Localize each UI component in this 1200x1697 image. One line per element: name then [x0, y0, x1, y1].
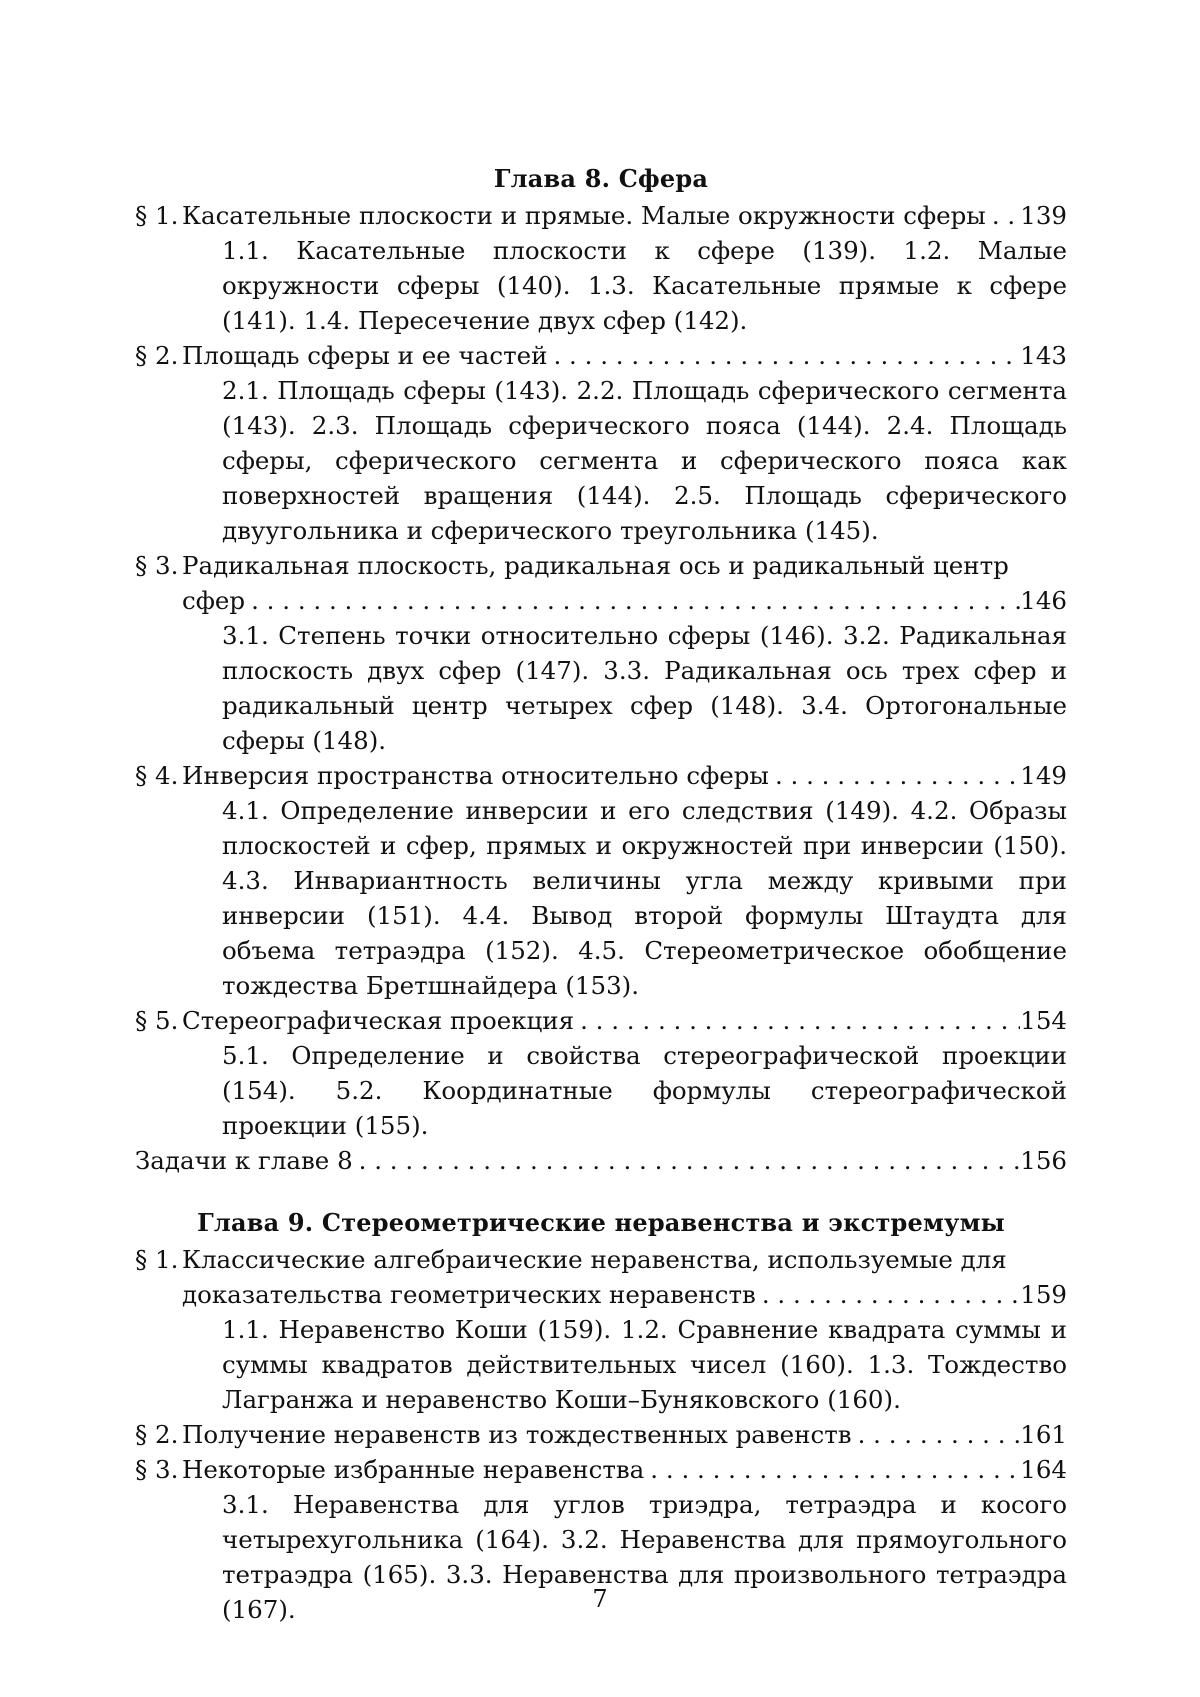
chapter-title: Глава 8. Сфера: [135, 160, 1067, 198]
subsection-list: 5.1. Определение и свойства стереографической проекции (154). 5.2. Координатные формулы стереографической проекции (155).: [135, 1038, 1067, 1143]
section-number: § 1.: [135, 198, 182, 233]
subsection-list: 1.1. Неравенство Коши (159). 1.2. Сравнение квадрата суммы и суммы квадратов действительных чисел (160). 1.3. Тождество Лагранжа и неравенство Коши–Буняковского (160).: [135, 1312, 1067, 1417]
section-number: § 2.: [135, 338, 182, 373]
page-ref: 146: [1020, 583, 1067, 618]
section-title: Стереографическая проекция: [182, 1003, 574, 1038]
section-title: Площадь сферы и ее частей: [182, 338, 547, 373]
subsection-list: 3.1. Степень точки относительно сферы (146). 3.2. Радикальная плоскость двух сфер (147). 3.3. Радикальная ось трех сфер и радикальный центр четырех сфер (148). 3.4. Ортогональные сферы (148).: [135, 618, 1067, 758]
dot-leader: [547, 338, 1020, 373]
subsection-list: 2.1. Площадь сферы (143). 2.2. Площадь сферического сегмента (143). 2.3. Площадь сферического пояса (144). 2.4. Площадь сферы, сферического сегмента и сферического пояса как поверхностей вращения (144). 2.5. Площадь сферического двуугольника и сферического треугольника (145).: [135, 373, 1067, 548]
section-number: § 4.: [135, 758, 182, 793]
page-ref: 154: [1020, 1003, 1067, 1038]
section-title: Инверсия пространства относительно сферы: [182, 758, 769, 793]
page-ref: 139: [1020, 198, 1067, 233]
page-ref: 149: [1020, 758, 1067, 793]
toc-entry: [135, 1242, 1067, 1417]
toc-entry: [135, 1417, 1067, 1452]
section-title: Некоторые избранные неравенства: [182, 1452, 644, 1487]
section-title: сфер: [182, 583, 245, 618]
table-of-contents: [135, 160, 1067, 1627]
section-title: Касательные плоскости и прямые. Малые окружности сферы: [182, 198, 986, 233]
page-ref: 161: [1020, 1417, 1067, 1452]
dot-leader: [756, 1277, 1020, 1312]
toc-entry: [135, 758, 1067, 1003]
section-number: § 3.: [135, 1452, 182, 1487]
subsection-list: 1.1. Касательные плоскости к сфере (139). 1.2. Малые окружности сферы (140). 1.3. Касательные прямые к сфере (141). 1.4. Пересечение двух сфер (142).: [135, 233, 1067, 338]
subsection-list: 4.1. Определение инверсии и его следствия (149). 4.2. Образы плоскостей и сфер, прямых и окружностей при инверсии (150). 4.3. Инвариантность величины угла между кривыми при инверсии (151). 4.4. Вывод второй формулы Штаудта для объема тетраэдра (152). 4.5. Стереометрическое обобщение тождества Бретшнайдера (153).: [135, 793, 1067, 1003]
dot-leader: [644, 1452, 1020, 1487]
problems-title: Задачи к главе 8: [135, 1143, 353, 1178]
dot-leader: [353, 1143, 1021, 1178]
toc-entry: [135, 338, 1067, 548]
section-title-line: Классические алгебраические неравенства, используемые для: [182, 1242, 1007, 1277]
section-title: доказательства геометрических неравенств: [182, 1277, 756, 1312]
section-number: § 5.: [135, 1003, 182, 1038]
page-ref: 143: [1020, 338, 1067, 373]
section-number: § 1.: [135, 1242, 182, 1277]
chapter-title: Глава 9. Стереометрические неравенства и экстремумы: [135, 1204, 1067, 1242]
subsection-list: 3.1. Неравенства для углов триэдра, тетраэдра и косого четырехугольника (164). 3.2. Неравенства для прямоугольного тетраэдра (165). 3.3. Неравенства для произвольного тетраэдра (167).: [135, 1487, 1067, 1627]
section-title: Получение неравенств из тождественных равенств: [182, 1417, 852, 1452]
toc-entry: [135, 1143, 1067, 1178]
page-number: 7: [0, 1585, 1200, 1613]
dot-leader: [986, 198, 1020, 233]
section-number: § 2.: [135, 1417, 182, 1452]
section-number: § 3.: [135, 548, 182, 583]
dot-leader: [769, 758, 1020, 793]
page-ref: 164: [1020, 1452, 1067, 1487]
dot-leader: [245, 583, 1020, 618]
toc-entry: [135, 198, 1067, 338]
toc-entry: [135, 1003, 1067, 1143]
dot-leader: [574, 1003, 1020, 1038]
page-ref: 156: [1020, 1143, 1067, 1178]
page-ref: 159: [1020, 1277, 1067, 1312]
dot-leader: [852, 1417, 1021, 1452]
section-title-line: Радикальная плоскость, радикальная ось и радикальный центр: [182, 548, 1009, 583]
toc-entry: [135, 548, 1067, 758]
